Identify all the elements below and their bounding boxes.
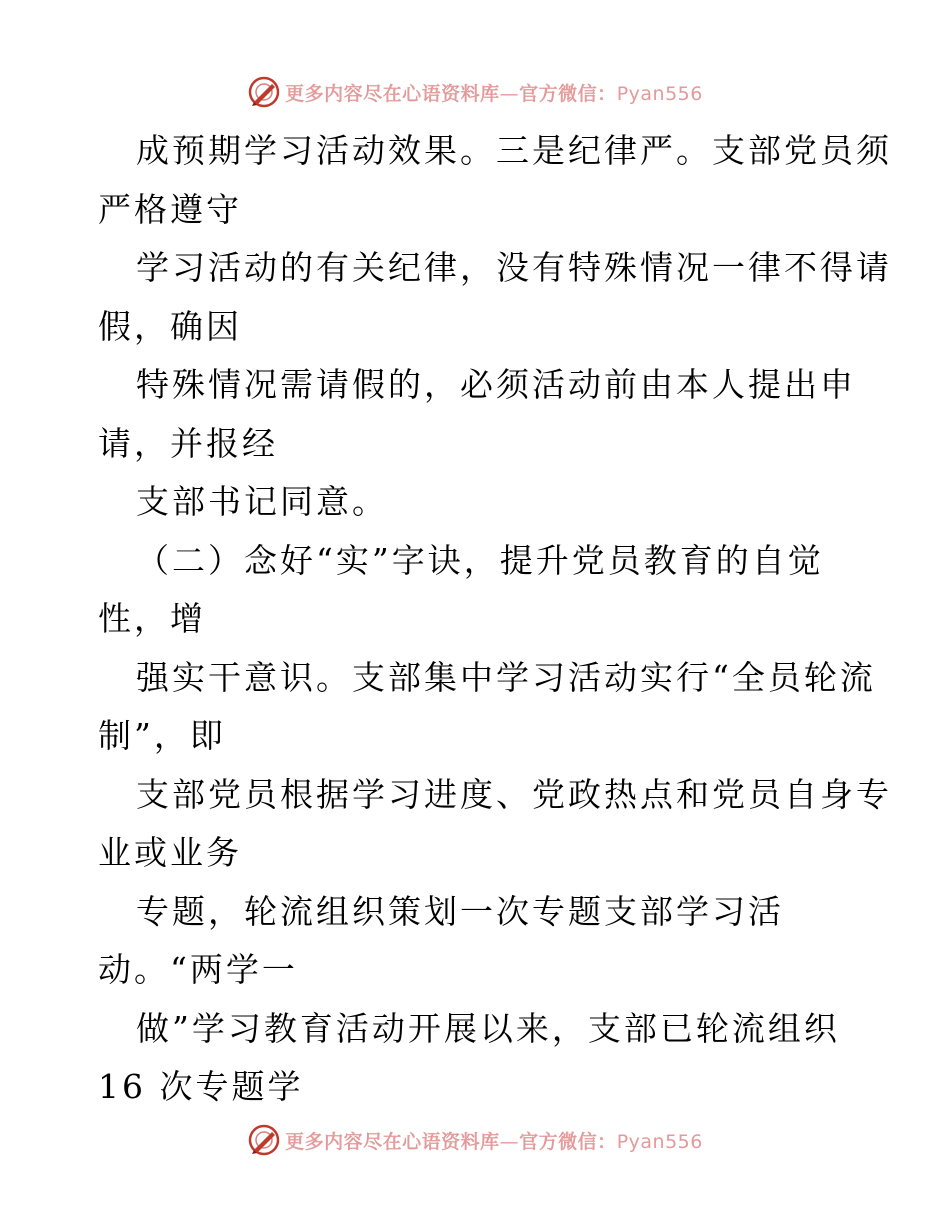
watermark-separator: — (499, 1130, 520, 1153)
watermark-handle: Pyan556 (616, 82, 703, 105)
paragraph-line: 做”学习教育活动开展以来，支部已轮流组织 (136, 1008, 840, 1048)
paragraph-line: 特殊情况需请假的，必须活动前由本人提出申 (136, 365, 856, 404)
paragraph-line: 业或业务 (98, 833, 242, 872)
watermark-text (285, 79, 703, 106)
paragraph-line: 成预期学习活动效果。三是纪律严。支部党员须 (136, 131, 892, 170)
watermark-title: 更多内容尽在心语资料库 (285, 1130, 500, 1153)
watermark-title: 更多内容尽在心语资料库 (285, 82, 500, 105)
paragraph-line: 支部党员根据学习进度、党政热点和党员自身专 (136, 774, 892, 814)
header-watermark (0, 72, 950, 112)
paragraph-line: 动。“两学一 (98, 950, 298, 989)
paragraph-line: 请，并报经 (98, 423, 278, 463)
paragraph-line: 制”，即 (98, 716, 226, 755)
pen-logo-icon (247, 75, 281, 109)
watermark-separator: — (499, 82, 520, 105)
document-body (98, 122, 892, 1117)
paragraph-line: 强实干意识。支部集中学习活动实行“全员轮流 (136, 657, 876, 697)
paragraph-line: 支部书记同意。 (136, 482, 388, 521)
paragraph-line: 学习活动的有关纪律，没有特殊情况一律不得请 (136, 248, 892, 287)
paragraph-line: 严格遵守 (98, 189, 242, 229)
paragraph-line: 假，确因 (98, 306, 242, 346)
watermark-handle: Pyan556 (616, 1130, 703, 1153)
footer-watermark (0, 1120, 950, 1160)
paragraph-line: 专题，轮流组织策划一次专题支部学习活 (136, 891, 784, 931)
paragraph-line: 16 次专题学 (98, 1067, 304, 1106)
watermark-official-label: 官方微信： (519, 82, 617, 105)
paragraph-line: 性，增 (98, 599, 206, 638)
watermark-official-label: 官方微信： (519, 1130, 617, 1153)
pen-logo-icon (247, 1123, 281, 1157)
paragraph-line: （二）念好“实”字诀，提升党员教育的自觉 (136, 540, 824, 580)
watermark-text (285, 1127, 703, 1154)
